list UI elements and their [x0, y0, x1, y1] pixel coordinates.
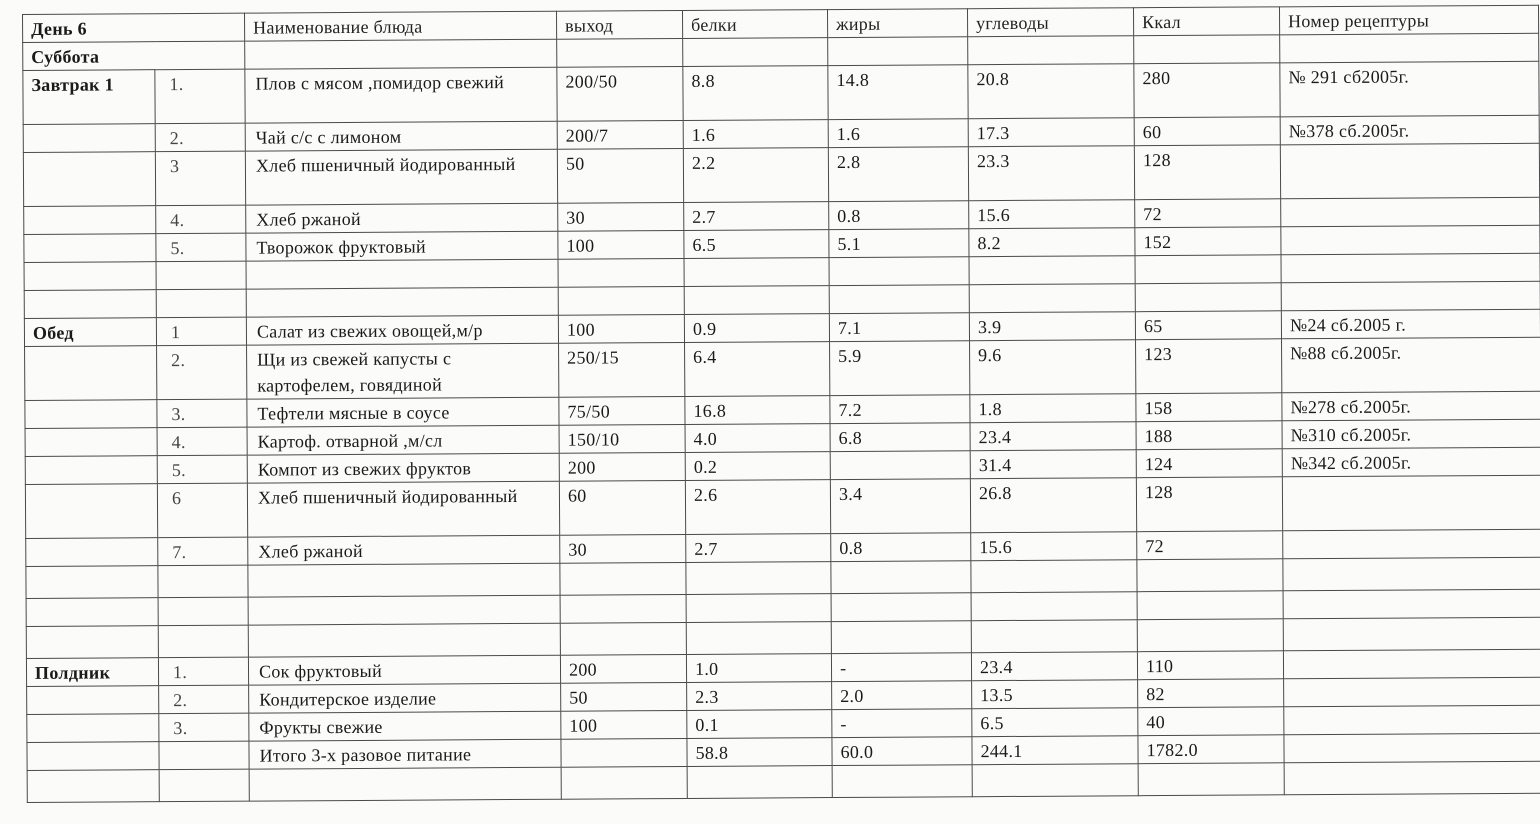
- proteins-value: 0.1: [687, 710, 832, 739]
- section-label: Обед: [24, 318, 156, 347]
- proteins-value: 1.6: [683, 120, 828, 149]
- fats-header: жиры: [828, 9, 968, 38]
- output-value: 150/10: [559, 424, 685, 453]
- carbs-value: 13.5: [972, 680, 1138, 709]
- empty-cell: [558, 286, 684, 315]
- proteins-value: 2.7: [686, 534, 831, 563]
- output-header: выход: [557, 10, 683, 39]
- kcal-value: 60: [1134, 117, 1280, 146]
- empty-cell: [1284, 733, 1540, 763]
- output-value: 100: [561, 710, 687, 739]
- table-row: [23, 143, 1539, 206]
- carbs-value: 6.5: [972, 708, 1138, 737]
- fats-value: 7.1: [829, 313, 969, 342]
- dish-name: Чай с/с с лимоном: [245, 121, 557, 151]
- section-cell: [26, 538, 158, 567]
- table-row: [25, 475, 1540, 538]
- empty-cell: [1137, 591, 1283, 620]
- kcal-value: 188: [1136, 421, 1282, 450]
- proteins-value: 6.5: [684, 230, 829, 259]
- fats-value: 2.8: [828, 147, 968, 202]
- carbs-value: 3.9: [969, 312, 1135, 341]
- dish-name: Щи из свежей капусты с картофелем, говядиной: [247, 343, 559, 399]
- empty-cell: [1135, 283, 1281, 312]
- empty-cell: [159, 769, 249, 802]
- empty-cell: [684, 258, 829, 287]
- empty-cell: [156, 289, 246, 318]
- empty-cell: [158, 597, 248, 626]
- carbs-value: 17.3: [968, 118, 1134, 147]
- fats-value: 7.2: [830, 395, 970, 424]
- dish-name: Творожок фруктовый: [246, 231, 558, 261]
- empty-cell: [156, 261, 246, 290]
- empty-cell: [561, 766, 687, 799]
- empty-cell: [558, 258, 684, 287]
- kcal-value: 72: [1137, 531, 1283, 560]
- empty-cell: [969, 256, 1135, 285]
- table-row: [25, 337, 1540, 400]
- carbs-value: 9.6: [970, 340, 1136, 395]
- empty-cell: [831, 621, 971, 654]
- dish-name: Фрукты свежие: [249, 711, 561, 741]
- section-cell: [27, 714, 159, 743]
- recipe-number: №378 сб.2005г.: [1280, 115, 1539, 145]
- fats-value: -: [832, 709, 972, 738]
- empty-cell: [26, 598, 158, 627]
- dish-name: Картоф. отварной ,м/сл: [247, 425, 559, 455]
- proteins-value: 4.0: [685, 424, 830, 453]
- output-value: 100: [558, 314, 684, 343]
- empty-cell: [1281, 253, 1540, 283]
- dish-name: Хлеб ржаной: [248, 535, 560, 565]
- empty-cell: [686, 622, 831, 655]
- dish-name: Кондитерское изделие: [249, 683, 561, 713]
- fats-value: 2.0: [832, 681, 972, 710]
- empty-cell: [24, 290, 156, 319]
- item-number: 6: [157, 483, 247, 538]
- kcal-value: 110: [1137, 651, 1283, 680]
- total-label: Итого 3-х разовое питание: [249, 739, 561, 769]
- recipe-number: №278 сб.2005г.: [1282, 391, 1540, 421]
- item-number: 1: [156, 317, 246, 346]
- recipe-number: [1283, 529, 1540, 559]
- recipe-number: №342 сб.2005г.: [1282, 447, 1540, 477]
- weekday-label: Суббота: [23, 41, 245, 70]
- empty-cell: [24, 262, 156, 291]
- output-value: 200/50: [557, 66, 683, 121]
- empty-cell: [971, 620, 1137, 653]
- kcal-value: 280: [1134, 63, 1280, 118]
- fats-value: 6.8: [830, 423, 970, 452]
- recipe-header: Номер рецептуры: [1279, 5, 1538, 35]
- menu-table: [22, 5, 1540, 803]
- empty-cell: [26, 566, 158, 599]
- empty-cell: [1283, 589, 1540, 619]
- dish-name: Салат из свежих овощей,м/р: [246, 315, 558, 345]
- recipe-number: [1284, 677, 1540, 707]
- output-value: 50: [561, 682, 687, 711]
- empty-cell: [159, 741, 249, 770]
- dish-name: Плов с мясом ,помидор свежий: [245, 67, 557, 123]
- carbs-value: 20.8: [968, 64, 1134, 119]
- item-number: 5.: [156, 233, 246, 262]
- empty-cell: [971, 592, 1137, 621]
- item-number: 3.: [159, 713, 249, 742]
- fats-value: 3.4: [830, 479, 970, 534]
- empty-cell: [832, 765, 972, 798]
- kcal-value: 72: [1135, 199, 1281, 228]
- empty-cell: [1284, 761, 1540, 795]
- item-number: 4.: [157, 427, 247, 456]
- empty-cell: [684, 286, 829, 315]
- recipe-number: [1284, 705, 1540, 735]
- empty-cell: [686, 594, 831, 623]
- section-cell: [24, 234, 156, 263]
- carbs-value: 23.4: [970, 422, 1136, 451]
- day-label: День 6: [23, 13, 245, 42]
- carbs-value: 1.8: [970, 394, 1136, 423]
- empty-cell: [158, 625, 248, 658]
- empty-cell: [560, 594, 686, 623]
- item-number: 3: [155, 151, 245, 206]
- empty-cell: [1283, 557, 1540, 591]
- kcal-header: Ккал: [1133, 7, 1279, 36]
- dish-name: Хлеб ржаной: [246, 203, 558, 233]
- recipe-number: № 291 сб2005г.: [1280, 61, 1539, 117]
- item-number: 2.: [155, 123, 245, 152]
- kcal-value: 158: [1136, 393, 1282, 422]
- output-value: 200: [560, 654, 686, 683]
- fats-value: 5.1: [829, 229, 969, 258]
- total-proteins: 58.8: [687, 738, 832, 767]
- section-cell: [27, 686, 159, 715]
- proteins-value: 2.7: [684, 202, 829, 231]
- empty-cell: [248, 595, 560, 625]
- section-cell: [25, 428, 157, 457]
- dish-name: Хлеб пшеничный йодированный: [247, 481, 559, 537]
- empty-cell: [246, 259, 558, 289]
- fats-value: 0.8: [831, 533, 971, 562]
- empty-cell: [829, 257, 969, 286]
- fats-value: 14.8: [828, 65, 968, 120]
- fats-value: 5.9: [830, 341, 970, 396]
- proteins-value: 1.0: [686, 654, 831, 683]
- output-value: 30: [558, 202, 684, 231]
- total-fats: 60.0: [832, 737, 972, 766]
- empty-cell: [831, 593, 971, 622]
- output-value: 50: [557, 148, 683, 203]
- carbs-value: 23.3: [968, 146, 1134, 201]
- item-number: 4.: [156, 205, 246, 234]
- kcal-value: 128: [1134, 145, 1280, 200]
- dish-name: Тефтели мясные в соусе: [247, 397, 559, 427]
- output-value: 200: [559, 452, 685, 481]
- carbs-header: углеводы: [968, 8, 1134, 37]
- kcal-value: 65: [1135, 311, 1281, 340]
- kcal-value: 152: [1135, 227, 1281, 256]
- proteins-header: белки: [683, 10, 828, 39]
- carbs-value: 15.6: [971, 532, 1137, 561]
- item-number: 2.: [157, 345, 247, 400]
- kcal-value: 124: [1136, 449, 1282, 478]
- empty-cell: [831, 561, 971, 594]
- proteins-value: 6.4: [685, 342, 830, 397]
- empty-cell: [27, 770, 159, 803]
- output-value: 60: [559, 480, 685, 535]
- fats-value: [830, 451, 970, 480]
- proteins-value: 0.2: [685, 452, 830, 481]
- proteins-value: 0.9: [684, 314, 829, 343]
- section-cell: [25, 346, 157, 401]
- recipe-number: №88 сб.2005г.: [1282, 337, 1540, 393]
- kcal-value: 123: [1136, 339, 1282, 394]
- section-cell: [27, 742, 159, 771]
- empty-cell: [1135, 255, 1281, 284]
- carbs-value: 26.8: [970, 478, 1136, 533]
- empty-cell: [561, 738, 687, 767]
- empty-cell: [1137, 619, 1283, 652]
- recipe-number: [1280, 143, 1539, 199]
- empty-cell: [829, 285, 969, 314]
- carbs-value: 15.6: [969, 200, 1135, 229]
- proteins-value: 16.8: [685, 396, 830, 425]
- recipe-number: [1283, 649, 1540, 679]
- empty-cell: [969, 284, 1135, 313]
- item-number: 1.: [158, 657, 248, 686]
- output-value: 200/7: [557, 120, 683, 149]
- carbs-value: 23.4: [971, 652, 1137, 681]
- empty-cell: [1138, 763, 1284, 796]
- output-value: 100: [558, 230, 684, 259]
- section-cell: [23, 152, 155, 207]
- output-value: 30: [560, 534, 686, 563]
- empty-cell: [1283, 617, 1540, 651]
- section-cell: [23, 124, 155, 153]
- empty-cell: [248, 623, 560, 657]
- section-cell: [25, 484, 157, 539]
- empty-cell: [249, 767, 561, 801]
- fats-value: 1.6: [828, 119, 968, 148]
- empty-cell: [971, 560, 1137, 593]
- empty-cell: [972, 764, 1138, 797]
- carbs-value: 8.2: [969, 228, 1135, 257]
- dish-name: Сок фруктовый: [248, 655, 560, 685]
- item-number: 7.: [158, 537, 248, 566]
- empty-cell: [1281, 281, 1540, 311]
- item-number: 5.: [157, 455, 247, 484]
- recipe-number: №310 сб.2005г.: [1282, 419, 1540, 449]
- recipe-number: [1281, 225, 1540, 255]
- section-label: Завтрак 1: [23, 70, 155, 125]
- item-number: 1.: [155, 69, 245, 124]
- empty-cell: [26, 626, 158, 659]
- dish-name-header: Наименование блюда: [245, 11, 557, 41]
- table-row: [23, 61, 1539, 124]
- kcal-value: 40: [1138, 707, 1284, 736]
- section-label: Полдник: [26, 658, 158, 687]
- empty-cell: [158, 565, 248, 598]
- menu-sheet: [22, 5, 1540, 822]
- empty-cell: [1137, 559, 1283, 592]
- recipe-number: №24 сб.2005 г.: [1281, 309, 1540, 339]
- total-kcal: 1782.0: [1138, 735, 1284, 764]
- output-value: 250/15: [559, 342, 685, 397]
- section-cell: [24, 206, 156, 235]
- recipe-number: [1281, 197, 1540, 227]
- fats-value: 0.8: [829, 201, 969, 230]
- item-number: 3.: [157, 399, 247, 428]
- proteins-value: 2.6: [685, 480, 830, 535]
- output-value: 75/50: [559, 396, 685, 425]
- item-number: 2.: [159, 685, 249, 714]
- kcal-value: 128: [1136, 477, 1282, 532]
- carbs-value: 31.4: [970, 450, 1136, 479]
- fats-value: -: [831, 653, 971, 682]
- empty-cell: [246, 287, 558, 317]
- dish-name: Хлеб пшеничный йодированный: [245, 149, 557, 205]
- kcal-value: 82: [1138, 679, 1284, 708]
- section-cell: [25, 400, 157, 429]
- section-cell: [25, 456, 157, 485]
- total-carbs: 244.1: [972, 736, 1138, 765]
- proteins-value: 2.2: [683, 148, 828, 203]
- empty-cell: [560, 562, 686, 595]
- dish-name: Компот из свежих фруктов: [247, 453, 559, 483]
- empty-cell: [560, 622, 686, 655]
- proteins-value: 2.3: [687, 682, 832, 711]
- empty-cell: [686, 562, 831, 595]
- recipe-number: [1282, 475, 1540, 531]
- empty-cell: [248, 563, 560, 597]
- proteins-value: 8.8: [683, 66, 828, 121]
- empty-cell: [687, 766, 832, 799]
